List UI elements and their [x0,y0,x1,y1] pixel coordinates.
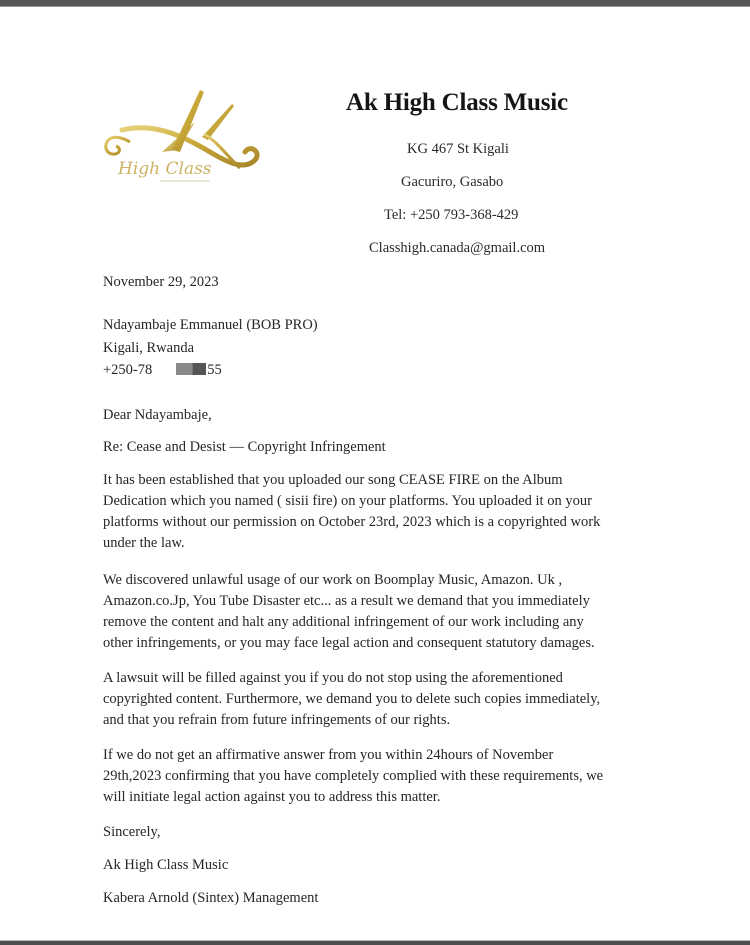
company-logo [100,82,265,192]
paragraph-line: will initiate legal action against you to address this matter. [103,789,441,805]
paragraph-line: Amazon.co.Jp, You Tube Disaster etc... as a result we demand that you immediately [103,593,590,609]
company-name: Ak High Class Music [346,89,568,116]
signature-company: Ak High Class Music [103,857,229,873]
company-address-line2: Gacuriro, Gasabo [401,174,504,190]
bottom-frame-bar [0,940,750,945]
recipient-location: Kigali, Rwanda [103,340,195,356]
paragraph-line: remove the content and halt any additional infringement of our work including any [103,614,584,630]
paragraph-line: under the law. [103,535,185,551]
letter-date: November 29, 2023 [103,274,219,290]
paragraph-line: A lawsuit will be filled against you if you do not stop using the aforementioned [103,670,563,686]
top-frame-bar [0,0,750,7]
company-address-line1: KG 467 St Kigali [407,141,509,157]
recipient-phone-suffix: 55 [207,362,222,378]
paragraph-line: and that you refrain from future infringements of our rights. [103,712,451,728]
paragraph-line: 29th,2023 confirming that you have completely complied with these requirements, we [103,768,604,784]
paragraph-line: copyrighted content. Furthermore, we demand you to delete such copies immediately, [103,691,601,707]
paragraph-line: other infringements, or you may face legal action and consequent statutory damages. [103,635,595,651]
company-email: Classhigh.canada@gmail.com [369,240,546,256]
paragraph-line: We discovered unlawful usage of our work on Boomplay Music, Amazon. Uk , [103,572,563,588]
salutation: Dear Ndayambaje, [103,407,212,423]
recipient-phone-prefix: +250-78 [103,362,153,378]
subject-line: Re: Cease and Desist — Copyright Infringement [103,439,386,455]
recipient-name: Ndayambaje Emmanuel (BOB PRO) [103,317,318,333]
paragraph-line: If we do not get an affirmative answer from you within 24hours of November [103,747,554,763]
redaction-block [176,363,206,375]
closing: Sincerely, [103,824,161,840]
ak-high-class-logo-icon [100,82,265,192]
company-phone: Tel: +250 793-368-429 [384,207,519,223]
paragraph-line: Dedication which you named ( sisii fire) on your platforms. You uploaded it on your [103,493,592,509]
paragraph-line: It has been established that you uploaded our song CEASE FIRE on the Album [103,472,563,488]
svg-text:High Class: High Class [118,159,212,179]
paragraph-line: platforms without our permission on October 23rd, 2023 which is a copyrighted work [103,514,601,530]
body-paragraph-2 [103,570,663,654]
body-paragraph-1 [103,470,663,554]
signature-person: Kabera Arnold (Sintex) Management [103,890,319,906]
body-paragraph-3 [103,668,663,731]
body-paragraph-4 [103,745,663,808]
recipient-phone [103,362,222,379]
